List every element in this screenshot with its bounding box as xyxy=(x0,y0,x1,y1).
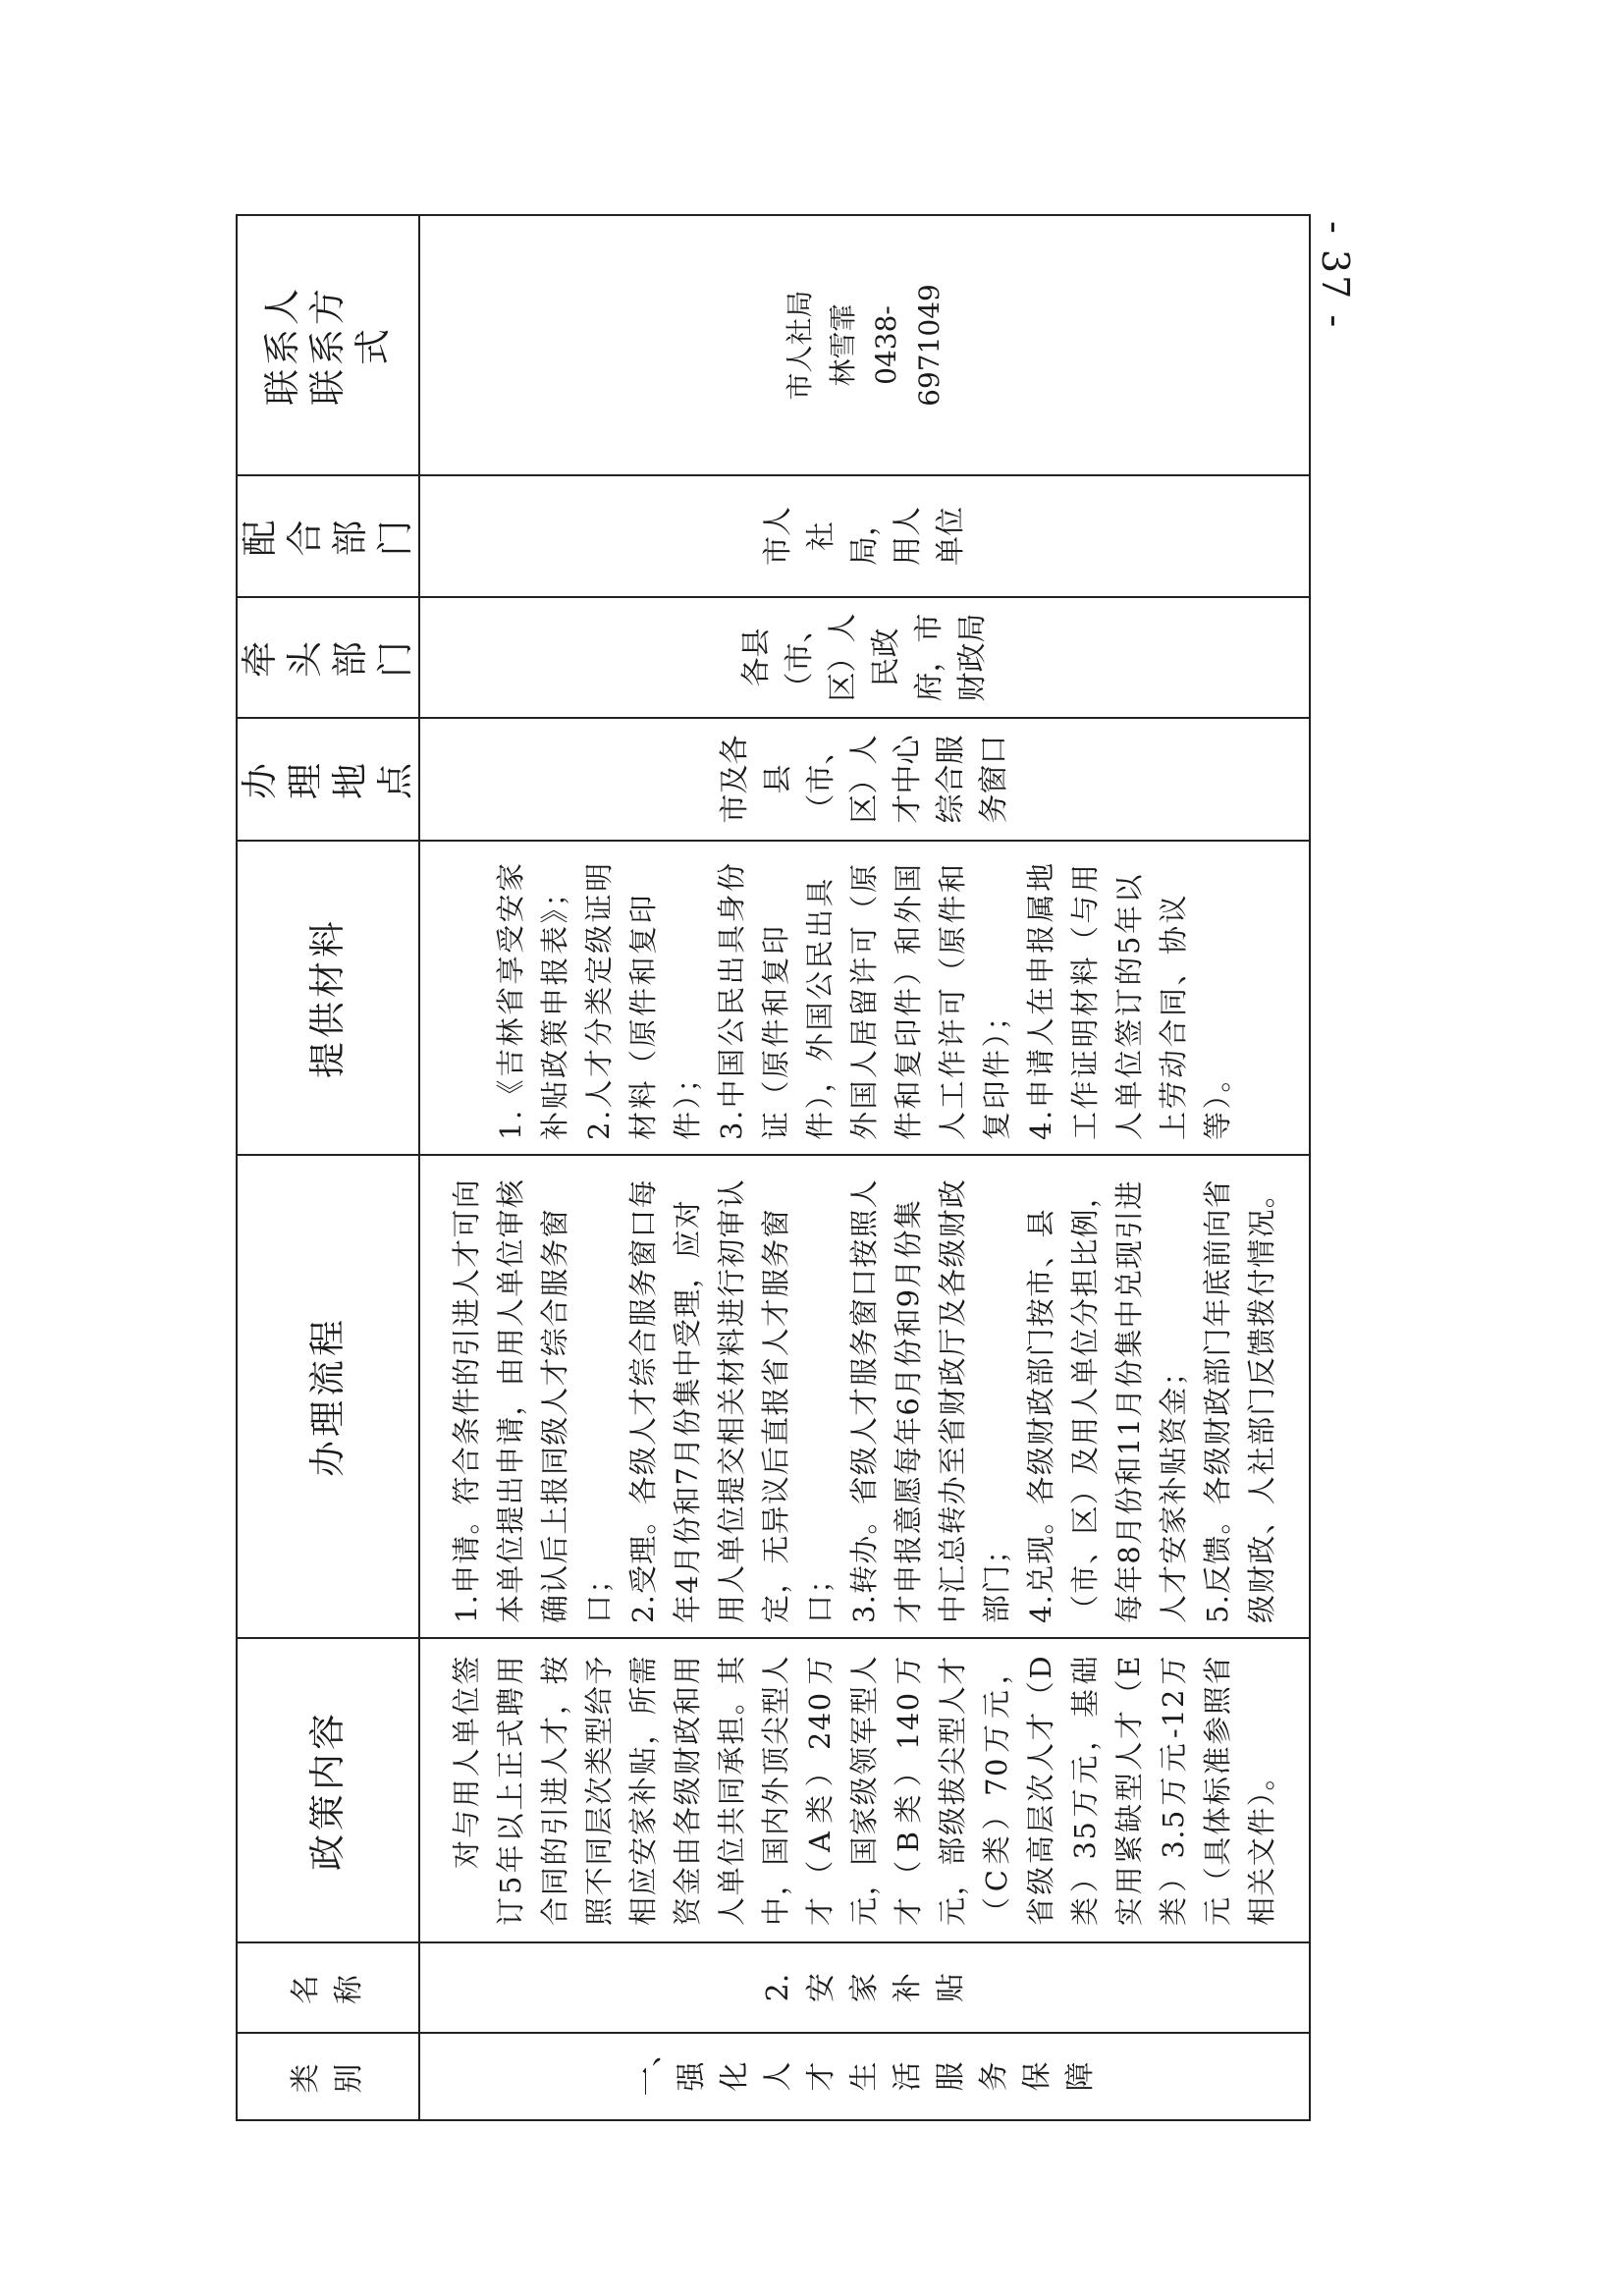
header-location: 办理地点 xyxy=(237,718,419,841)
header-row xyxy=(237,215,419,2120)
cell-process: 1.申请。符合条件的引进人才可向本单位提出申请，由用人单位审核确认后上报同级人才综合服务窗口； 2.受理。各级人才综合服务窗口每年4月份和7月份集中受理，应对用人单位提交相关材料进行初审认定，无异议后直报省人才服务窗口； 3.转办。省级人才服务窗口按照人才申报意愿每年6月份和9月份集中汇总转办至省财政厅及各级财政部门； 4.兑现。各级财政部门按市、县（市、区）及用人单位分担比例，每年8月份和11月份集中兑现引进人才安家补贴资金； 5.反馈。各级财政部门年底前向省级财政、人社部门反馈拨付情况。 xyxy=(419,1155,1310,1638)
header-category: 类别 xyxy=(237,2033,419,2120)
contact-phone-prefix: 0438- xyxy=(869,305,902,385)
cell-name: 2.安家补贴 xyxy=(419,1942,1310,2033)
header-content: 政策内容 xyxy=(237,1638,419,1942)
header-lead-dept: 牵头部门 xyxy=(237,597,419,718)
cell-lead-dept: 各县（市、区）人民政府，市财政局 xyxy=(419,597,1310,718)
policy-table xyxy=(236,214,1311,2121)
contact-dept: 市人社局 xyxy=(783,290,816,401)
header-name: 名称 xyxy=(237,1942,419,2033)
header-coop-dept: 配合部门 xyxy=(237,475,419,597)
header-contact: 联系人联系方式 xyxy=(237,215,419,475)
contact-phone: 6971049 xyxy=(912,284,946,407)
cell-contact xyxy=(419,215,1310,475)
cell-location: 市及各县（市、区）人才中心综合服务窗口 xyxy=(419,718,1310,841)
cell-coop-dept: 市人社局，用人单位 xyxy=(419,475,1310,597)
cell-category: 一、强化人才生活服务保障 xyxy=(419,2033,1310,2120)
cell-content: 对与用人单位签订5年以上正式聘用合同的引进人才，按照不同层次类型给予相应安家补贴，所需资金由各级财政和用人单位共同承担。其中，国内外顶尖型人才（A类）240万元，国家级领军型人才（B类）140万元，部级拔尖型人才（C类）70万元，省级高层次人才（D类）35万元，基础实用紧缺型人才（E类）3.5万元-12万元（具体标准参照省相关文件）。 xyxy=(419,1638,1310,1942)
header-process: 办理流程 xyxy=(237,1155,419,1638)
rotated-page xyxy=(236,216,1311,2121)
cell-materials: 1.《吉林省享受安家补贴政策申报表》； 2.人才分类定级证明材料（原件和复印件）； 3.中国公民出具身份证（原件和复印件），外国公民出具外国人居留许可（原件和复印件）和外国人工作许可（原件和复印件）； 4.申请人在申报属地工作证明材料（与用人单位签订的5年以上劳动合同、协议等）。 xyxy=(419,841,1310,1155)
contact-person: 林雪霏 xyxy=(826,303,859,387)
header-materials: 提供材料 xyxy=(237,841,419,1155)
page-number: - 37 - xyxy=(1314,221,1357,330)
table-row xyxy=(419,215,1310,2120)
